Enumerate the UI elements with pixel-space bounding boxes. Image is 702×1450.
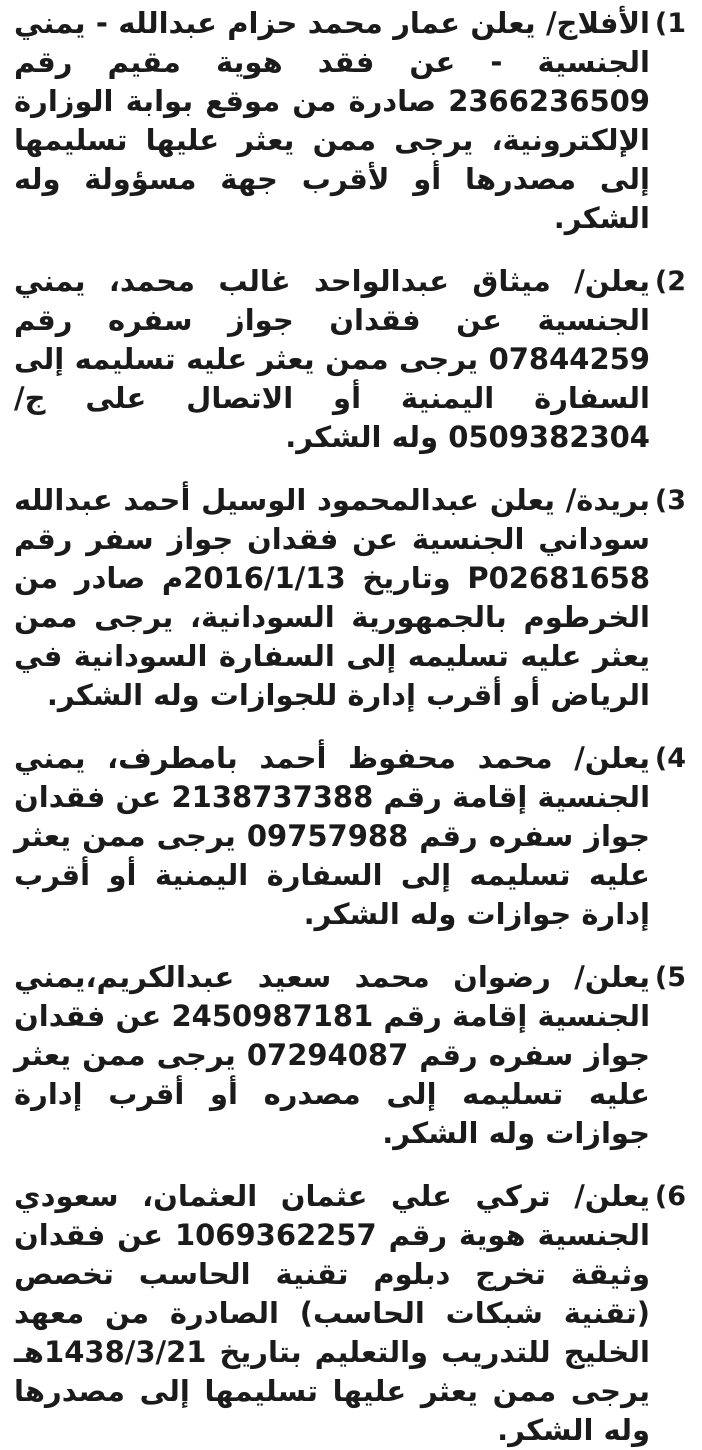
notice-2 [14,262,686,457]
notice-text: بريدة/ يعلن عبدالمحمود الوسيل أحمد عبدالله سوداني الجنسية عن فقدان جواز سفر رقم P02681658 وتاريخ 2016/1/13م صادر من الخرطوم بالجمهورية السودانية، يرجى ممن يعثر عليه تسليمه إلى السفارة السودانية في الرياض أو أقرب إدارة للجوازات وله الشكر. [14,483,650,712]
notice-text: يعلن/ تركي علي عثمان العثمان، سعودي الجنسية هوية رقم 1069362257 عن فقدان وثيقة تخرج دبلوم تقنية الحاسب تخصص (تقنية شبكات الحاسب) الصادرة من معهد الخليج للتدريب والتعليم بتاريخ 1438/3/21هـ يرجى ممن يعثر عليها تسليمها إلى مصدرها وله الشكر. [14,1179,651,1447]
notice-5 [14,958,686,1153]
notice-3 [14,481,686,715]
notice-number: 1) [654,8,686,39]
notice-4 [14,739,686,934]
notice-6 [14,1177,686,1450]
notice-number: 6) [654,1181,686,1212]
notice-number: 2) [654,266,686,297]
notice-text: يعلن/ ميثاق عبدالواحد غالب محمد، يمني الجنسية عن فقدان جواز سفره رقم 07844259 يرجى ممن يعثر عليه تسليمه إلى السفارة اليمنية أو الاتصال على ج/ 0509382304 وله الشكر. [14,264,650,454]
notice-number: 3) [654,485,686,516]
notice-text: يعلن/ محمد محفوظ أحمد بامطرف، يمني الجنسية إقامة رقم 2138737388 عن فقدان جواز سفره رقم 09757988 يرجى ممن يعثر عليه تسليمه إلى السفارة اليمنية أو أقرب إدارة جوازات وله الشكر. [14,741,651,931]
notice-number: 4) [654,743,686,774]
notice-text: يعلن/ رضوان محمد سعيد عبدالكريم،يمني الجنسية إقامة رقم 2450987181 عن فقدان جواز سفره رقم 07294087 يرجى ممن يعثر عليه تسليمه إلى مصدره أو أقرب إدارة جوازات وله الشكر. [14,960,651,1150]
notice-number: 5) [654,962,686,993]
notice-1 [14,4,686,238]
notice-text: الأفلاج/ يعلن عمار محمد حزام عبدالله - يمني الجنسية - عن فقد هوية مقيم رقم 2366236509 صادرة من موقع بوابة الوزارة الإلكترونية، يرجى ممن يعثر عليها تسليمها إلى مصدرها أو لأقرب جهة مسؤولة وله الشكر. [14,6,650,235]
